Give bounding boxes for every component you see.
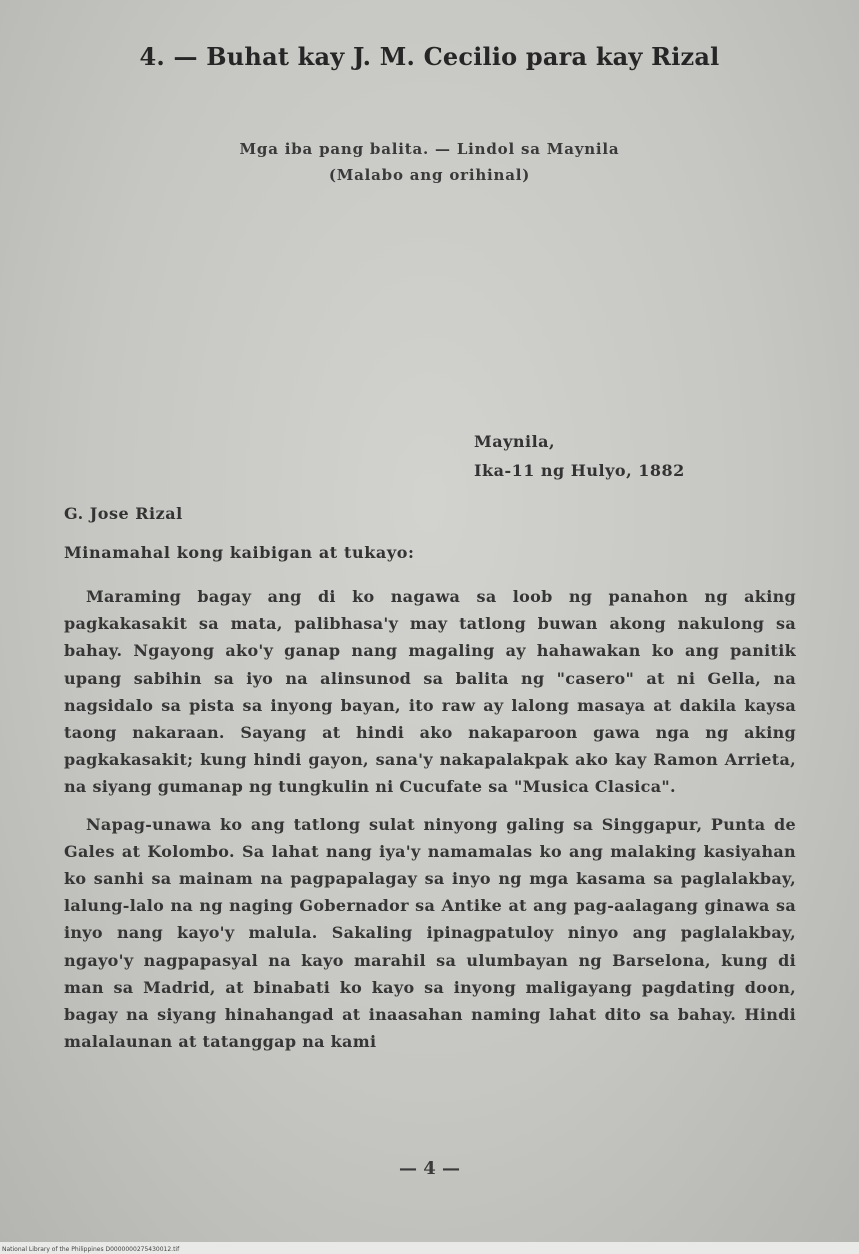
- subheading-note: (Malabo ang orihinal): [328, 166, 531, 184]
- dateline-date: Ika-11 ng Hulyo, 1882: [474, 461, 685, 480]
- scan-footer: [0, 1242, 859, 1254]
- letter-body: [64, 583, 796, 1065]
- subheading-topics: Mga iba pang balita. — Lindol sa Maynila: [239, 140, 620, 158]
- salutation: Minamahal kong kaibigan at tukayo:: [64, 543, 415, 562]
- page-number: — 4 —: [398, 1158, 461, 1179]
- letter-heading: 4. — Buhat kay J. M. Cecilio para kay Rizal: [139, 42, 720, 71]
- body-paragraph: Napag-unawa ko ang tatlong sulat ninyong galing sa Singgapur, Punta de Gales at Kolombo. Sa lahat nang iya'y namamalas ko ang malaking kasiyahan ko sanhi sa mainam na pagpapalagay sa inyo ng mga kasama sa paglalakbay, lalung-lalo na ng naging Gobernador sa Antike at ang pag-aalagang ginawa sa inyo nang kayo'y malula. Sakaling ipinagpatuloy ninyo ang paglalakbay, ngayo'y nagpapasyal na kayo marahil sa ulumbayan ng Barselona, kung di man sa Madrid, at binabati ko kayo sa inyong maligayang pagdating doon, bagay na siyang hinahangad at inaasahan naming lahat dito sa bahay. Hindi malalaunan at tatanggap na kami: [64, 814, 796, 1052]
- recipient-name: G. Jose Rizal: [64, 504, 183, 523]
- dateline: [474, 427, 685, 485]
- letter-subheading: [0, 136, 859, 188]
- body-paragraph: Maraming bagay ang di ko nagawa sa loob ng panahon ng aking pagkakasakit sa mata, palibhasa'y may tatlong buwan akong nakulong sa bahay. Ngayong ako'y ganap nang magaling ay hahawakan ko ang panitik upang sabihin sa iyo na alinsunod sa balita ng "casero" at ni Gella, na nagsidalo sa pista sa inyong bayan, ito raw ay lalong masaya at dakila kaysa taong nakaraan. Sayang at hindi ako nakaparoon gawa nga ng aking pagkakasakit; kung hindi gayon, sana'y nakapalakpak ako kay Ramon Arrieta, na siyang gumanap ng tungkulin ni Cucufate sa "Musica Clasica".: [64, 587, 796, 797]
- dateline-place: Maynila,: [474, 432, 556, 451]
- scan-footer-text: National Library of the Philippines D0000000275430012.tif: [2, 1246, 180, 1253]
